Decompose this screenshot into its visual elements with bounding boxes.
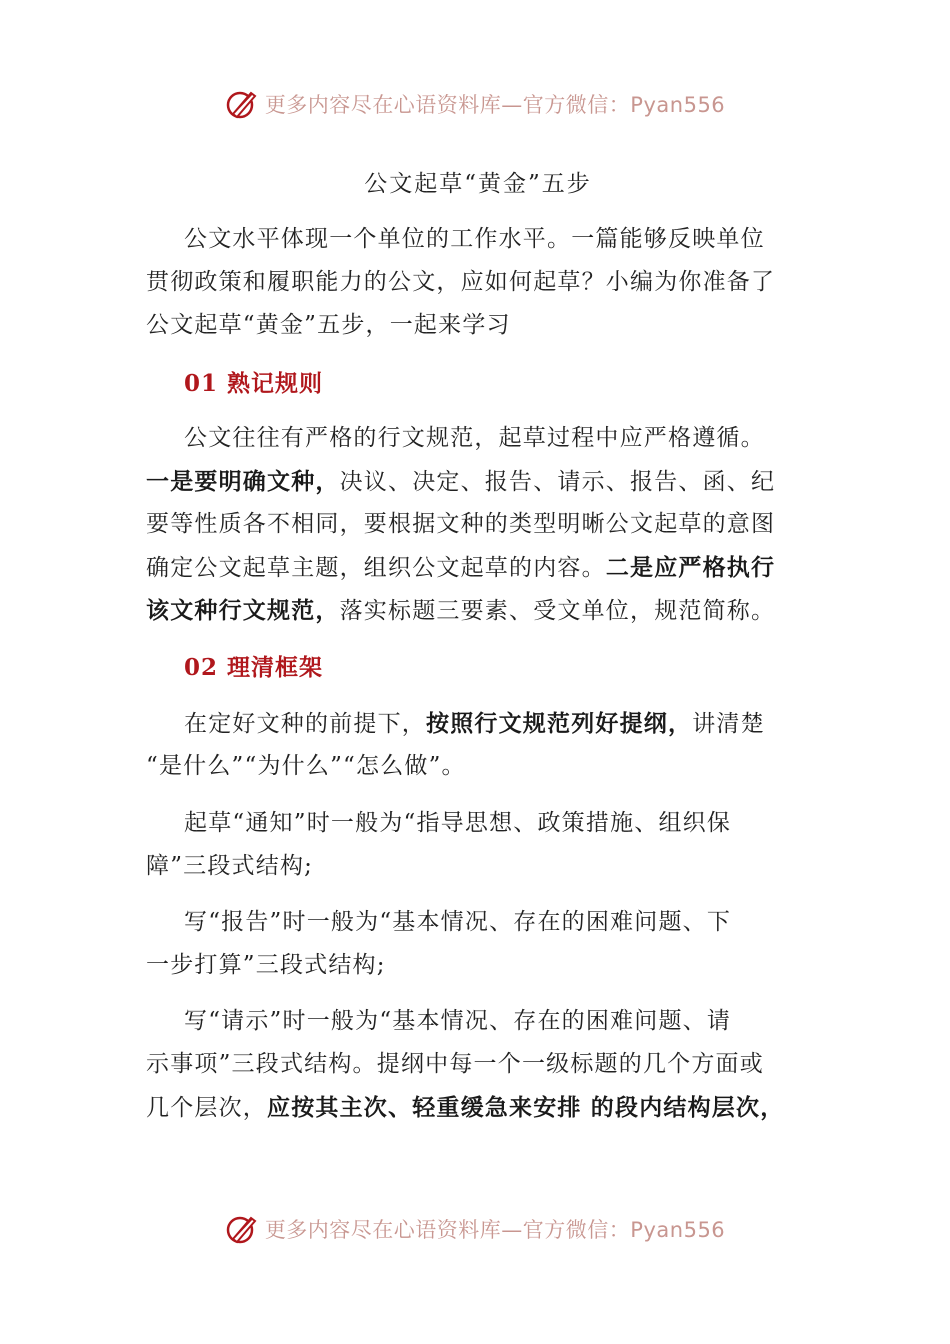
text-line: 公文起草“黄金”五步，一起来学习 [146,312,511,338]
section-2-paragraph [146,702,810,788]
text-line: “是什么”“为什么”“怎么做”。 [146,753,466,779]
bold-text: 二是应严格执行 [605,554,776,581]
text-span: 决议、决定、报告、请示、报告、函、纪 [339,469,776,495]
document-title: 公文起草“黄金”五步 [364,171,592,197]
text-line: 示事项”三段式结构。提纲中每一个一级标题的几个方面或 [146,1051,764,1077]
text-span: 讲清楚 [692,711,765,737]
watermark-text: 更多内容尽在心语资料库—官方微信：Pyan556 [264,93,726,117]
text-line: 公文往往有严格的行文规范，起草过程中应严格遵循。 [184,425,765,451]
text-line: 障”三段式结构; [146,853,314,879]
report-structure-paragraph [146,901,810,987]
bold-text: 该文种行文规范， [146,597,340,624]
bold-text: 一是要明确文种， [146,468,340,495]
intro-paragraph [146,218,810,347]
text-line: 一步打算”三段式结构; [146,952,386,978]
bold-text: 应按其主次、轻重缓急来安排 的段内结构层次， [267,1094,785,1121]
text-line [146,546,810,589]
text-span: 落实标题三要素、受文单位，规范简称。 [339,598,776,624]
text-line [146,589,810,632]
text-span: 确定公文起草主题，组织公文起草的内容。 [146,555,606,581]
text-line [146,460,810,503]
text-line: 贯彻政策和履职能力的公文，应如何起草？小编为你准备了 [146,269,776,295]
section-heading-2: 02 理清框架 [184,654,324,681]
section-1-paragraph [146,417,810,632]
notice-structure-paragraph [146,802,810,888]
text-line: 起草“通知”时一般为“指导思想、政策措施、组织保 [184,810,732,836]
text-line [146,1086,810,1129]
text-line: 公文水平体现一个单位的工作水平。一篇能够反映单位 [184,226,765,252]
pen-logo-icon [225,87,259,121]
watermark-text: 更多内容尽在心语资料库—官方微信：Pyan556 [264,1218,726,1242]
bold-text: 按照行文规范列好提纲， [426,710,693,737]
text-line [146,702,810,745]
text-line: 写“请示”时一般为“基本情况、存在的困难问题、请 [184,1008,732,1034]
text-span: 几个层次， [146,1095,267,1121]
header-watermark-banner [0,84,950,124]
section-heading-1: 01 熟记规则 [184,370,324,397]
footer-watermark-banner [0,1209,950,1249]
text-line: 写“报告”时一般为“基本情况、存在的困难问题、下 [184,909,732,935]
pen-logo-icon [225,1212,259,1246]
text-line: 要等性质各不相同，要根据文种的类型明晰公文起草的意图 [146,511,776,537]
text-span: 在定好文种的前提下， [184,711,426,737]
request-structure-paragraph [146,1000,810,1129]
